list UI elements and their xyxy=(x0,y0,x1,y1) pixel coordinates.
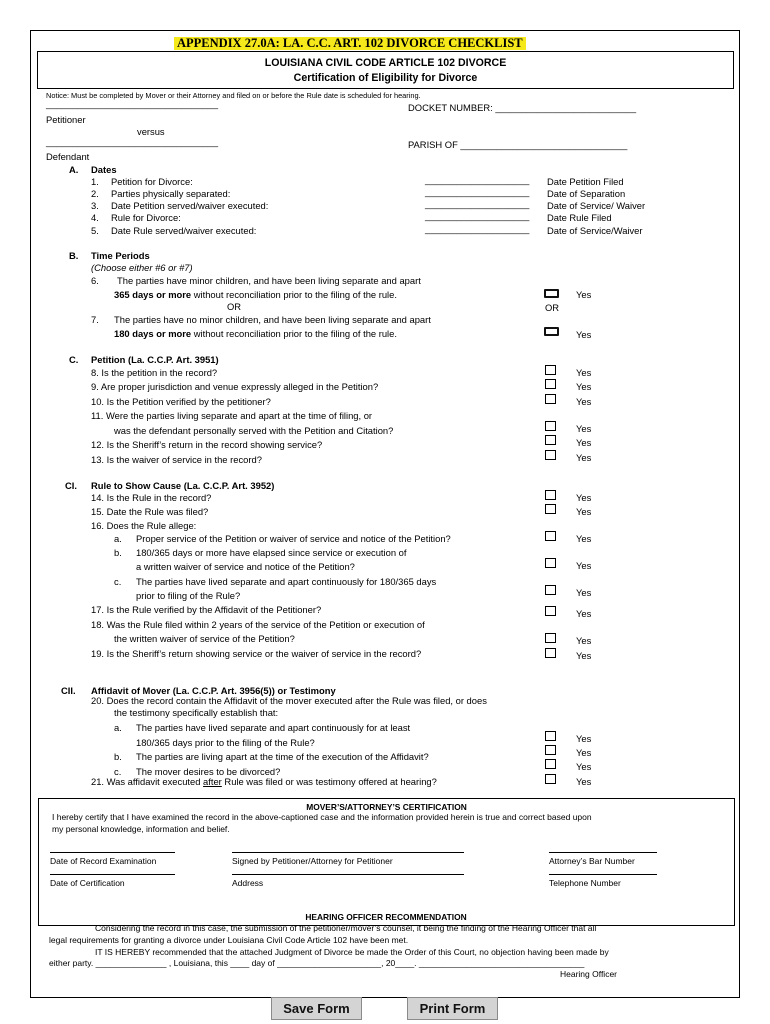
q7-bold: 180 days or more xyxy=(114,328,192,339)
q9-text: 9. Are proper jurisdiction and venue expressly alleged in the Petition? xyxy=(91,381,379,392)
date-row-blank[interactable]: ____________________ xyxy=(425,186,530,197)
signature-line[interactable] xyxy=(232,852,464,853)
docket-number-field[interactable]: DOCKET NUMBER: ___________________________ xyxy=(408,102,637,113)
date-row-label: Date Rule Filed xyxy=(547,212,612,223)
q15-text: 15. Date the Rule was filed? xyxy=(91,506,209,517)
section-a-title: Dates xyxy=(91,164,117,175)
section-a-letter: A. xyxy=(69,164,79,175)
q15-yes: Yes xyxy=(576,506,592,517)
q19-yes: Yes xyxy=(576,650,592,661)
q16b-line2: a written waiver of service and notice of the Petition? xyxy=(136,561,355,572)
section-ci-title: Rule to Show Cause (La. C.C.P. Art. 3952) xyxy=(91,480,275,491)
q20c-yes: Yes xyxy=(576,761,592,772)
q17-text: 17. Is the Rule verified by the Affidavit of the Petitioner? xyxy=(91,604,322,615)
q16b-line1: 180/365 days or more have elapsed since service or execution of xyxy=(136,547,407,558)
q16a-text: Proper service of the Petition or waiver of service and notice of the Petition? xyxy=(136,533,451,544)
q6-bold: 365 days or more xyxy=(114,289,192,300)
date-row-blank[interactable]: ____________________ xyxy=(425,198,530,209)
hearing-line-2: legal requirements for granting a divorce under Louisiana Civil Code Article 102 have been met. xyxy=(49,935,409,945)
q7-num: 7. xyxy=(91,314,99,325)
section-b-subtitle: (Choose either #6 or #7) xyxy=(91,262,193,273)
q9-yes: Yes xyxy=(576,381,592,392)
q20a-line2: 180/365 days prior to the filing of the Rule? xyxy=(136,737,315,748)
q6-checkbox[interactable] xyxy=(544,289,559,298)
q21-checkbox[interactable] xyxy=(545,774,556,784)
q20c-text: The mover desires to be divorced? xyxy=(136,766,281,777)
q8-checkbox[interactable] xyxy=(545,365,556,375)
q6-line2 xyxy=(114,289,397,300)
hearing-officer-label: Hearing Officer xyxy=(560,969,618,979)
q16c-yes: Yes xyxy=(576,587,592,598)
header-line-1: LOUISIANA CIVIL CODE ARTICLE 102 DIVORCE xyxy=(264,57,507,69)
q20-line1: 20. Does the record contain the Affidavit of the mover executed after the Rule was filed, or does xyxy=(91,695,487,706)
date-row-text: Date Rule served/waiver executed: xyxy=(111,225,257,236)
date-row-label: Date Petition Filed xyxy=(547,176,624,187)
date-row-blank[interactable]: ____________________ xyxy=(425,174,530,185)
q16a-letter: a. xyxy=(114,533,122,544)
q14-checkbox[interactable] xyxy=(545,490,556,500)
bar-number-line[interactable] xyxy=(549,852,657,853)
q7-line2 xyxy=(114,328,397,339)
address-label: Address xyxy=(232,878,264,888)
or-label: OR xyxy=(227,301,242,312)
q7-checkbox[interactable] xyxy=(544,327,559,336)
q14-yes: Yes xyxy=(576,492,592,503)
q16b-yes: Yes xyxy=(576,560,592,571)
q10-text: 10. Is the Petition verified by the petitioner? xyxy=(91,396,271,407)
petitioner-label: Petitioner xyxy=(46,114,86,125)
q10-yes: Yes xyxy=(576,396,592,407)
date-row-text: Petition for Divorce: xyxy=(111,176,193,187)
q20b-yes: Yes xyxy=(576,747,592,758)
q16c-checkbox[interactable] xyxy=(545,585,556,595)
certification-title: MOVER’S/ATTORNEY’S CERTIFICATION xyxy=(306,802,467,812)
q20a-checkbox[interactable] xyxy=(545,731,556,741)
parish-field[interactable]: PARISH OF ________________________________ xyxy=(408,139,628,150)
q8-yes: Yes xyxy=(576,367,592,378)
q6-line1: The parties have minor children, and have been living separate and apart xyxy=(117,275,421,286)
defendant-blank[interactable]: _________________________________ xyxy=(46,136,219,147)
q15-checkbox[interactable] xyxy=(545,504,556,514)
q16a-checkbox[interactable] xyxy=(545,531,556,541)
section-c-title: Petition (La. C.C.P. Art. 3951) xyxy=(91,354,219,365)
q12-checkbox[interactable] xyxy=(545,435,556,445)
hearing-line-4[interactable]: either party. _______________ , Louisiana, this ____ day of ______________________, 20____. ___________________________________ xyxy=(49,958,585,968)
q21-text xyxy=(91,776,437,787)
q20a-line1: The parties have lived separate and apart continuously for at least xyxy=(136,722,411,733)
q11-line1: 11. Were the parties living separate and apart at the time of filing, or xyxy=(91,410,373,421)
q20a-yes: Yes xyxy=(576,733,592,744)
q16c-line2: prior to filing of the Rule? xyxy=(136,590,241,601)
telephone-label: Telephone Number xyxy=(549,878,621,888)
q7-rest: without reconciliation prior to the filing of the rule. xyxy=(191,328,397,339)
q18-yes: Yes xyxy=(576,635,592,646)
q16-text: 16. Does the Rule allege: xyxy=(91,520,197,531)
q11-yes: Yes xyxy=(576,423,592,434)
q13-checkbox[interactable] xyxy=(545,450,556,460)
q19-text: 19. Is the Sheriff’s return showing service or the waiver of service in the record? xyxy=(91,648,422,659)
q16b-checkbox[interactable] xyxy=(545,558,556,568)
q11-checkbox[interactable] xyxy=(545,421,556,431)
page-title: APPENDIX 27.0A: LA. C.C. ART. 102 DIVORCE CHECKLIST xyxy=(174,37,526,50)
q21-post: Rule was filed or was testimony offered at hearing? xyxy=(221,776,437,787)
date-row-num: 2. xyxy=(91,188,99,199)
record-exam-line[interactable] xyxy=(50,852,175,853)
q9-checkbox[interactable] xyxy=(545,379,556,389)
q10-checkbox[interactable] xyxy=(545,394,556,404)
hearing-title: HEARING OFFICER RECOMMENDATION xyxy=(305,912,467,922)
q16c-letter: c. xyxy=(114,576,122,587)
date-record-exam-label: Date of Record Examination xyxy=(50,856,157,866)
q20b-checkbox[interactable] xyxy=(545,745,556,755)
q16a-yes: Yes xyxy=(576,533,592,544)
q17-yes: Yes xyxy=(576,608,592,619)
q21-pre: 21. Was affidavit executed xyxy=(91,776,204,787)
q7-yes: Yes xyxy=(576,329,592,340)
q20a-letter: a. xyxy=(114,722,122,733)
q19-checkbox[interactable] xyxy=(545,648,556,658)
q14-text: 14. Is the Rule in the record? xyxy=(91,492,212,503)
date-row-num: 4. xyxy=(91,212,99,223)
date-row-blank[interactable]: ____________________ xyxy=(425,210,530,221)
date-row-blank[interactable]: ____________________ xyxy=(425,223,530,234)
date-row-num: 1. xyxy=(91,176,99,187)
date-row-text: Date Petition served/waiver executed: xyxy=(111,200,269,211)
section-c-letter: C. xyxy=(69,354,79,365)
q18-line2: the written waiver of service of the Petition? xyxy=(114,633,295,644)
petitioner-blank[interactable]: _________________________________ xyxy=(46,98,219,109)
q20-line2: the testimony specifically establish that: xyxy=(114,707,279,718)
q12-text: 12. Is the Sheriff’s return in the record showing service? xyxy=(91,439,323,450)
q21-underlined: after xyxy=(203,776,222,787)
q18-checkbox[interactable] xyxy=(545,633,556,643)
date-certification-label: Date of Certification xyxy=(50,878,125,888)
notice-text: Notice: Must be completed by Mover or their Attorney and filed on or before the Rule date is scheduled for hearing. xyxy=(46,91,421,100)
address-line[interactable] xyxy=(232,874,464,875)
certification-text-2: my personal knowledge, information and belief. xyxy=(52,824,230,834)
bar-number-label: Attorney’s Bar Number xyxy=(549,856,635,866)
q20b-letter: b. xyxy=(114,751,122,762)
q20c-checkbox[interactable] xyxy=(545,759,556,769)
q13-text: 13. Is the waiver of service in the record? xyxy=(91,454,262,465)
q18-line1: 18. Was the Rule filed within 2 years of the service of the Petition or execution of xyxy=(91,619,425,630)
print-form-button[interactable]: Print Form xyxy=(407,997,498,1020)
q16b-letter: b. xyxy=(114,547,122,558)
section-ci-letter: CI. xyxy=(65,480,77,491)
q17-checkbox[interactable] xyxy=(545,606,556,616)
defendant-label: Defendant xyxy=(46,151,90,162)
certification-text-1: I hereby certify that I have examined the record in the above-captioned case and the information provided herein is true and correct based upon xyxy=(52,812,592,822)
q21-yes: Yes xyxy=(576,776,592,787)
q11-line2: was the defendant personally served with the Petition and Citation? xyxy=(114,425,394,436)
date-cert-line[interactable] xyxy=(50,874,175,875)
date-row-text: Rule for Divorce: xyxy=(111,212,181,223)
signature-label: Signed by Petitioner/Attorney for Petitioner xyxy=(232,856,393,866)
hearing-line-1: Considering the record in this case, the submission of the petitioner/mover’s counsel, it being the finding of the Hearing Officer that all xyxy=(95,923,597,933)
q6-rest: without reconciliation prior to the filing of the rule. xyxy=(191,289,397,300)
date-row-text: Parties physically separated: xyxy=(111,188,231,199)
q6-yes: Yes xyxy=(576,289,592,300)
date-row-label: Date of Service/Waiver xyxy=(547,225,643,236)
section-cii-letter: CII. xyxy=(61,685,76,696)
versus-label: versus xyxy=(137,126,165,137)
q20c-letter: c. xyxy=(114,766,122,777)
date-row-num: 5. xyxy=(91,225,99,236)
q20b-text: The parties are living apart at the time of the execution of the Affidavit? xyxy=(136,751,429,762)
form-page xyxy=(30,30,740,998)
save-form-button[interactable]: Save Form xyxy=(271,997,362,1020)
q12-yes: Yes xyxy=(576,437,592,448)
q16c-line1: The parties have lived separate and apart continuously for 180/365 days xyxy=(136,576,437,587)
q13-yes: Yes xyxy=(576,452,592,463)
or-right-label: OR xyxy=(545,302,560,313)
certification-box xyxy=(38,798,735,926)
telephone-line[interactable] xyxy=(549,874,657,875)
date-row-label: Date of Service/ Waiver xyxy=(547,200,646,211)
date-row-label: Date of Separation xyxy=(547,188,626,199)
q6-num: 6. xyxy=(91,275,99,286)
section-b-title: Time Periods xyxy=(91,250,150,261)
date-row-num: 3. xyxy=(91,200,99,211)
hearing-line-3: IT IS HEREBY recommended that the attached Judgment of Divorce be made the Order of this Court, no objection having been made by xyxy=(95,947,609,957)
section-b-letter: B. xyxy=(69,250,79,261)
header-box xyxy=(37,51,734,89)
section-cii-title: Affidavit of Mover (La. C.C.P. Art. 3956(5)) or Testimony xyxy=(91,685,336,696)
q8-text: 8. Is the petition in the record? xyxy=(91,367,218,378)
header-line-2: Certification of Eligibility for Divorce xyxy=(293,72,478,84)
q7-line1: The parties have no minor children, and have been living separate and apart xyxy=(114,314,431,325)
